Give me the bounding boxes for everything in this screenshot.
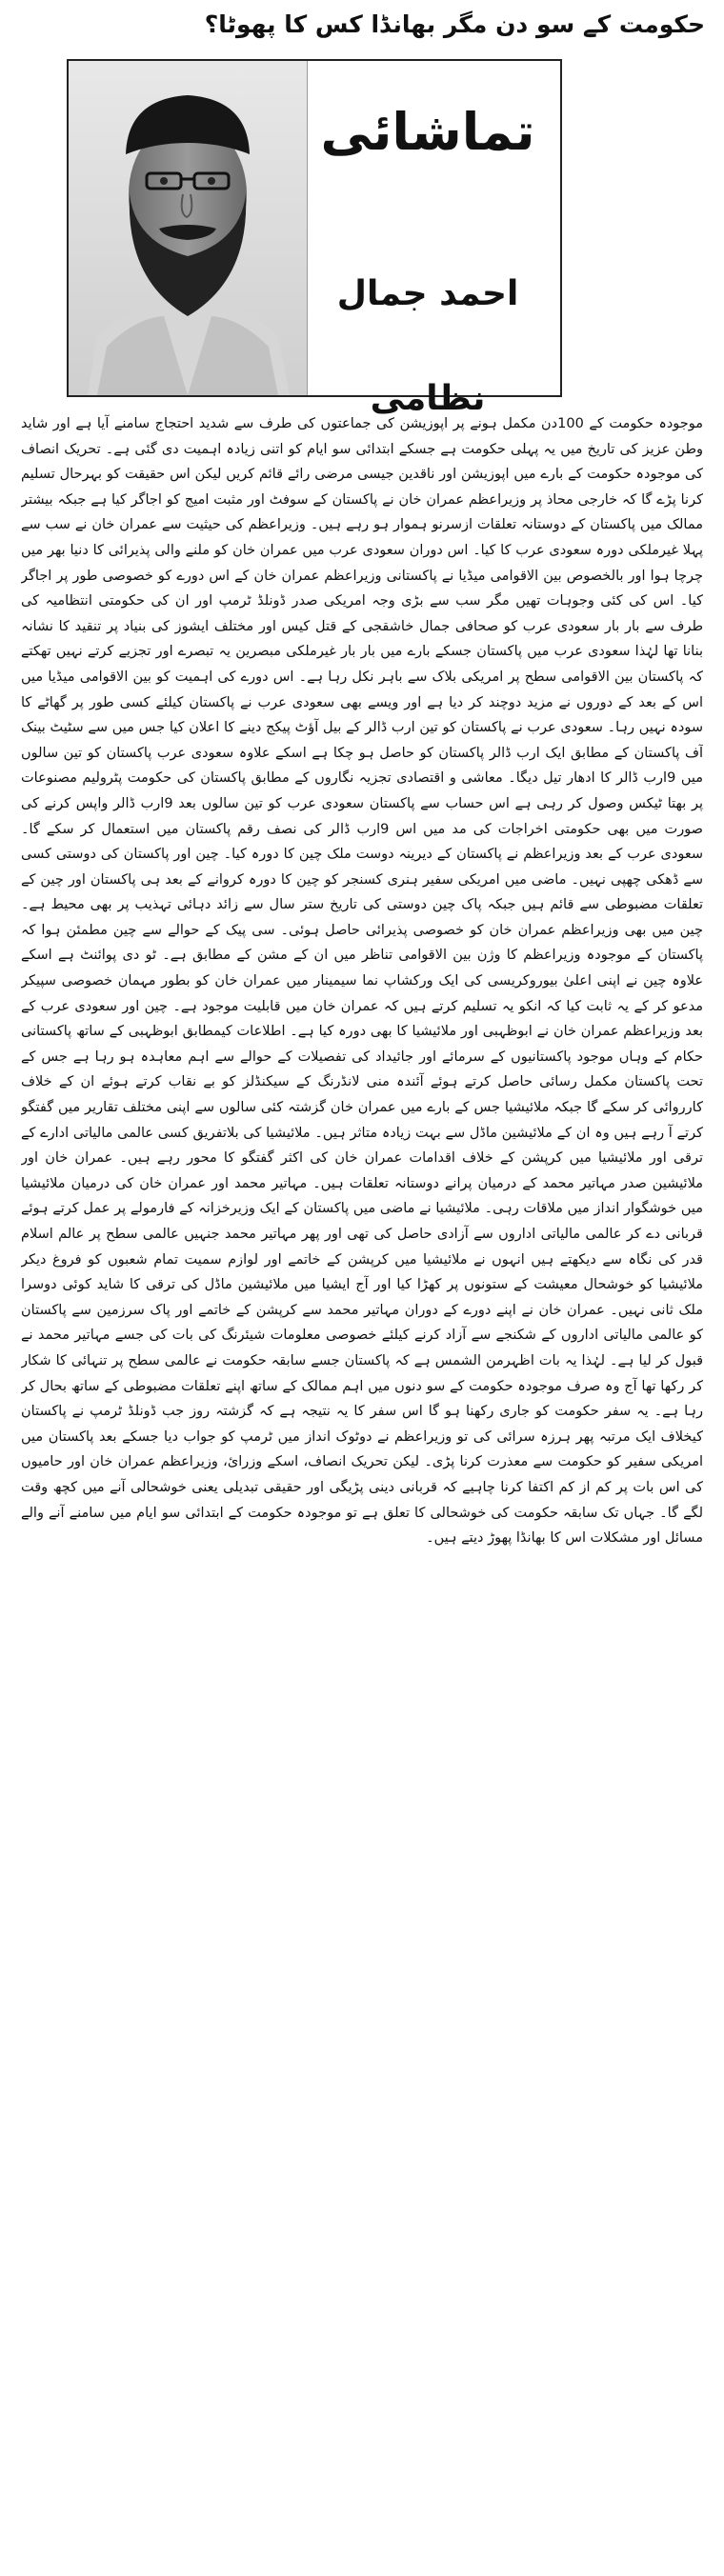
article-paragraph: موجودہ حکومت کے 100دن مکمل ہونے پر اپوزیشن کی جماعتوں کی طرف سے شدید احتجاج سامنے آیا ہے اور شاید وطن عزیز کی تاریخ میں یہ پہلی حکومت ہے جسکے ابتدائی سو ایام کو اتنی زیادہ اہمیت دی گئی ہے۔ تحریک انصاف کی موجودہ حکومت کے بارے میں اپوزیشن اور ناقدین جیسی مرضی رائے قائم کریں لیکن اس حقیقت کو بہرحال تسلیم کرنا پڑے گا کہ خارجی محاذ پر وزیراعظم عمران خان نے پاکستان کے سوفٹ اور مثبت امیج کو اجاگر کیا ہے جبکہ بیشتر ممالک میں پاکستان کے دوستانہ تعلقات ازسرنو ہموار ہو رہے ہیں۔ وزیراعظم کی حیثیت سے عمران خان نے سب سے پہلا غیرملکی دورہ سعودی عرب کا کیا۔ اس دوران سعودی عرب میں عمران خان کو ملنے والی پذیرائی کا دنیا بھر میں چرچا ہوا اور بالخصوص بین الاقوامی میڈیا نے پاکستانی وزیراعظم عمران خان کے اس دورے کو خصوصی طور پر اجاگر کیا۔ اس کی کئی وجوہات تھیں مگر سب سے بڑی وجہ امریکی صدر ڈونلڈ ٹرمپ اور ان کی حکومتی انتظامیہ کی طرف سے بار بار سعودی عرب کو صحافی جمال خاشقجی کے قتل کیس اور مختلف ایشوز کی بنیاد پر تنقید کا نشانہ بنانا تھا لہٰذا سعودی عرب میں پاکستان جسکے بارے میں بار بار غیرملکی مبصرین یہ تبصرے اور تجزیے کرتے نہیں تھکتے کہ پاکستان بین الاقوامی سطح پر امریکی بلاک سے باہر نکل رہا ہے۔ اس دورے کی اہمیت کو بین الاقوامی میڈیا میں اس کے بعد کے دوروں نے مزید دوچند کر دیا ہے اور ویسے بھی سعودی عرب نے پاکستان کیلئے کسی طور پر گھاٹے کا سودہ نہیں رہا۔ سعودی عرب نے پاکستان کو تین ارب ڈالر کے بیل آؤٹ پیکج دینے کا اعلان کیا جس میں سے سٹیٹ بینک آف پاکستان کے مطابق ایک ارب ڈالر پاکستان کو حاصل ہو چکا ہے اسکے علاوہ سعودی عرب پاکستان کو تین سالوں میں 9ارب ڈالر کا ادھار تیل دیگا۔ معاشی و اقتصادی تجزیہ نگاروں کے مطابق پاکستان کی حکومت پٹرولیم مصنوعات پر بھتا ٹیکس وصول کر رہی ہے اس حساب سے پاکستان سعودی عرب کو تین سالوں بعد 9ارب ڈالر واپس کرنے کی صورت میں بھی حکومتی اخراجات کی مد میں اس 9ارب ڈالر کی نصف رقم پاکستان میں استعمال کر سکے گا۔ سعودی عرب کے بعد وزیراعظم نے پاکستان کے دیرینہ دوست ملک چین کا دورہ کیا۔ چین اور پاکستان کی دوستی کسی سے ڈھکی چھپی نہیں۔ ماضی میں امریکی سفیر ہنری کسنجر کو چین کا دورہ کروانے کے بعد ہی پاکستان اور چین کے تعلقات مضبوطی سے قائم ہیں جبکہ پاک چین دوستی کی تاریخ ستر سال سے زائد دہائی تہذیب پر بھی محیط ہے۔ چین میں بھی وزیراعظم عمران خان کو خصوصی پذیرائی حاصل ہوئی۔ سی پیک کے حوالے سے چین مطمئن ہوا کہ پاکستان کے موجودہ وزیراعظم کا وژن بین الاقوامی تناظر میں ان کے مشن کے مطابق ہے۔ ٹو دی پوائنٹ ہے اسکے علاوہ چین نے اپنی اعلیٰ بیوروکریسی کی ایک ورکشاپ نما سیمینار میں عمران خان کو بطور مہمان خصوصی سپیکر مدعو کر کے یہ ثابت کیا کہ انکو یہ تسلیم کرتے ہیں کہ عمران خان میں قابلیت موجود ہے۔ چین اور سعودی عرب کے بعد وزیراعظم عمران خان نے ابوظہبی اور ملائیشیا کا بھی دورہ کیا ہے۔ اطلاعات کیمطابق ابوظہبی کے ساتھ پاکستانی حکام کے وہاں موجود پاکستانیوں کے سرمائے اور جائیداد کی تفصیلات کے حوالے سے اہم معاہدہ ہو رہا ہے جس کے تحت پاکستان مکمل رسائی حاصل کرتے ہوئے آئندہ منی لانڈرنگ کے سیکنڈلز کو بے نقاب کرتے ہوئے ان کے خلاف کارروائی کر سکے گا جبکہ ملائیشیا جس کے بارے میں عمران خان گزشتہ کئی سالوں سے اپنی مختلف تقاریر میں گفتگو کرتے آ رہے ہیں وہ ان کے ملائیشین ماڈل سے بہت زیادہ متاثر ہیں۔ ملائیشیا کی بلاتفریق کسی عالمی مالیاتی ادارے کے ترقی اور ملائیشیا میں کرپشن کے خلاف اقدامات عمران خان کی اکثر گفتگو کا محور رہے ہیں۔ عمران خان اور ملائیشین صدر مہاتیر محمد کے درمیان پرانے دوستانہ تعلقات ہیں۔ مہاتیر محمد اور عمران خان کی درمیان ملائیشیا میں خوشگوار انداز میں ملاقات رہی۔ ملائیشیا نے ماضی میں پاکستان کے ایک وزیرخزانہ کے فارمولے پر عمل کرتے ہوئے قربانی دے کر عالمی مالیاتی اداروں سے آزادی حاصل کی تھی اور پھر مہاتیر محمد جنہیں عالمی سطح پر عالم اسلام قدر کی نگاہ سے دیکھتے ہیں انہوں نے ملائیشیا میں کرپشن کے خاتمے اور لوازم سمیت تمام شعبوں کو فروغ دیکر ملائیشیا کو خوشحال معیشت کے ستونوں پر کھڑا کیا اور آج ایشیا میں ملائیشین ماڈل کی ترقی کا شاید کوئی دوسرا ملک ثانی نہیں۔ عمران خان نے اپنے دورے کے دوران مہاتیر محمد سے کرپشن کے خاتمے اور پاک سرزمین سے پاکستان کو عالمی مالیاتی اداروں کے شکنجے سے آزاد کرنے کیلئے خصوصی معلومات شیئرنگ کی بات کی جسے مہاتیر محمد نے قبول کر لیا ہے۔ لہٰذا یہ بات اظہرمن الشمس ہے کہ پاکستان جسے سابقہ حکومت نے عالمی سطح پر تنہائی کا شکار کر رکھا تھا آج وہ صرف موجودہ حکومت کے سو دنوں میں اہم ممالک کے ساتھ اپنے تعلقات مضبوطی کے ساتھ بحال کر رہا ہے۔ یہ سفر حکومت کو جاری رکھنا ہو گا اس سفر کا یہ نتیجہ ہے کہ گزشتہ روز جب ڈونلڈ ٹرمپ نے پاکستان کیخلاف ایک مرتبہ پھر ہرزہ سرائی کی تو وزیراعظم نے دوٹوک انداز میں ٹرمپ کو جواب دیا جسکے بعد پاکستان میں امریکی سفیر کو حکومت سے معذرت کرنا پڑی۔ لیکن تحریک انصاف، اسکے وزرائ، وزیراعظم عمران خان اور حامیوں کی اس بات پر کم از کم اکتفا کرنا چاہیے کہ قربانی دینی پڑیگی اور حقیقی تبدیلی یعنی خوشحالی آنے میں کچھ وقت لگے گا۔ جہاں تک سابقہ حکومت کی خوشحالی کا تعلق ہے تو موجودہ حکومت کے ابتدائی سو ایام میں سامنے آنے والے مسائل اور مشکلات اس کا بھانڈا پھوڑ دیتے ہیں۔	[21, 416, 703, 1547]
headline: حکومت کے سو دن مگر بھانڈا کس کا پھوٹا؟	[204, 10, 705, 38]
column-name: تماشائی	[320, 102, 535, 162]
article-body	[21, 411, 703, 2566]
author-name: احمد جمال نظامی	[336, 274, 519, 418]
author-photo	[69, 61, 308, 395]
column-banner	[67, 59, 562, 418]
